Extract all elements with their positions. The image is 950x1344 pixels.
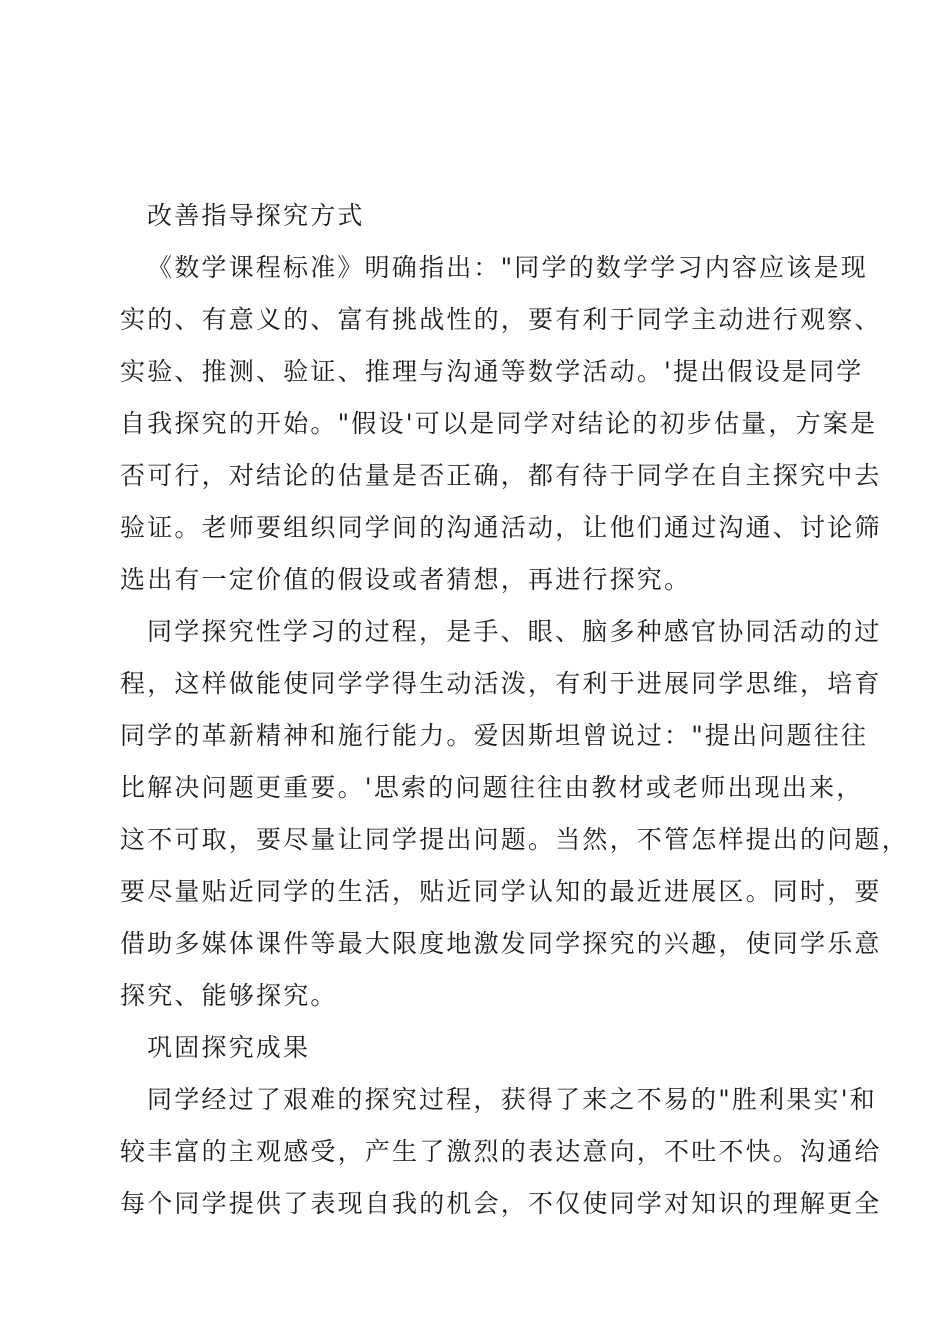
paragraph-line: 借助多媒体课件等最大限度地激发同学探究的兴趣，使同学乐意 [120,929,882,958]
paragraph-line: 实验、推测、验证、推理与沟通等数学活动。'提出假设是同学 [120,357,864,386]
paragraph-line: 验证。老师要组织同学间的沟通活动，让他们通过沟通、讨论筛 [120,513,882,542]
paragraph-line: 同学探究性学习的过程，是手、眼、脑多种感官协同活动的过 [147,617,882,646]
paragraph-line: 比解决问题更重要。'思索的问题往往由教材或老师出现出来， [120,773,864,802]
paragraph-line: 同学的革新精神和施行能力。爱因斯坦曾说过："提出问题往往 [120,721,869,750]
paragraph-line: 程，这样做能使同学学得生动活泼，有利于进展同学思维，培育 [120,669,882,698]
paragraph-line: 自我探究的开始。"假设'可以是同学对结论的初步估量，方案是 [120,409,878,438]
paragraph-line: 这不可取，要尽量让同学提出问题。当然，不管怎样提出的问题， [120,825,909,854]
paragraph-line: 同学经过了艰难的探究过程，获得了来之不易的"胜利果实'和 [147,1085,877,1114]
paragraph-line: 探究、能够探究。 [120,981,338,1010]
paragraph-line: 要尽量贴近同学的生活，贴近同学认知的最近进展区。同时，要 [120,877,882,906]
section-heading: 巩固探究成果 [147,1033,311,1062]
paragraph-line: 每个同学提供了表现自我的机会，不仅使同学对知识的理解更全 [120,1189,882,1218]
paragraph-line: 否可行，对结论的估量是否正确，都有待于同学在自主探究中去 [120,461,882,490]
paragraph-line: 较丰富的主观感受，产生了激烈的表达意向，不吐不快。沟通给 [120,1137,882,1166]
section-heading: 改善指导探究方式 [147,201,365,230]
paragraph-line: 实的、有意义的、富有挑战性的，要有利于同学主动进行观察、 [120,305,882,334]
paragraph-line: 选出有一定价值的假设或者猜想，再进行探究。 [120,565,692,594]
paragraph-line: 《数学课程标准》明确指出："同学的数学学习内容应该是现 [147,253,868,282]
